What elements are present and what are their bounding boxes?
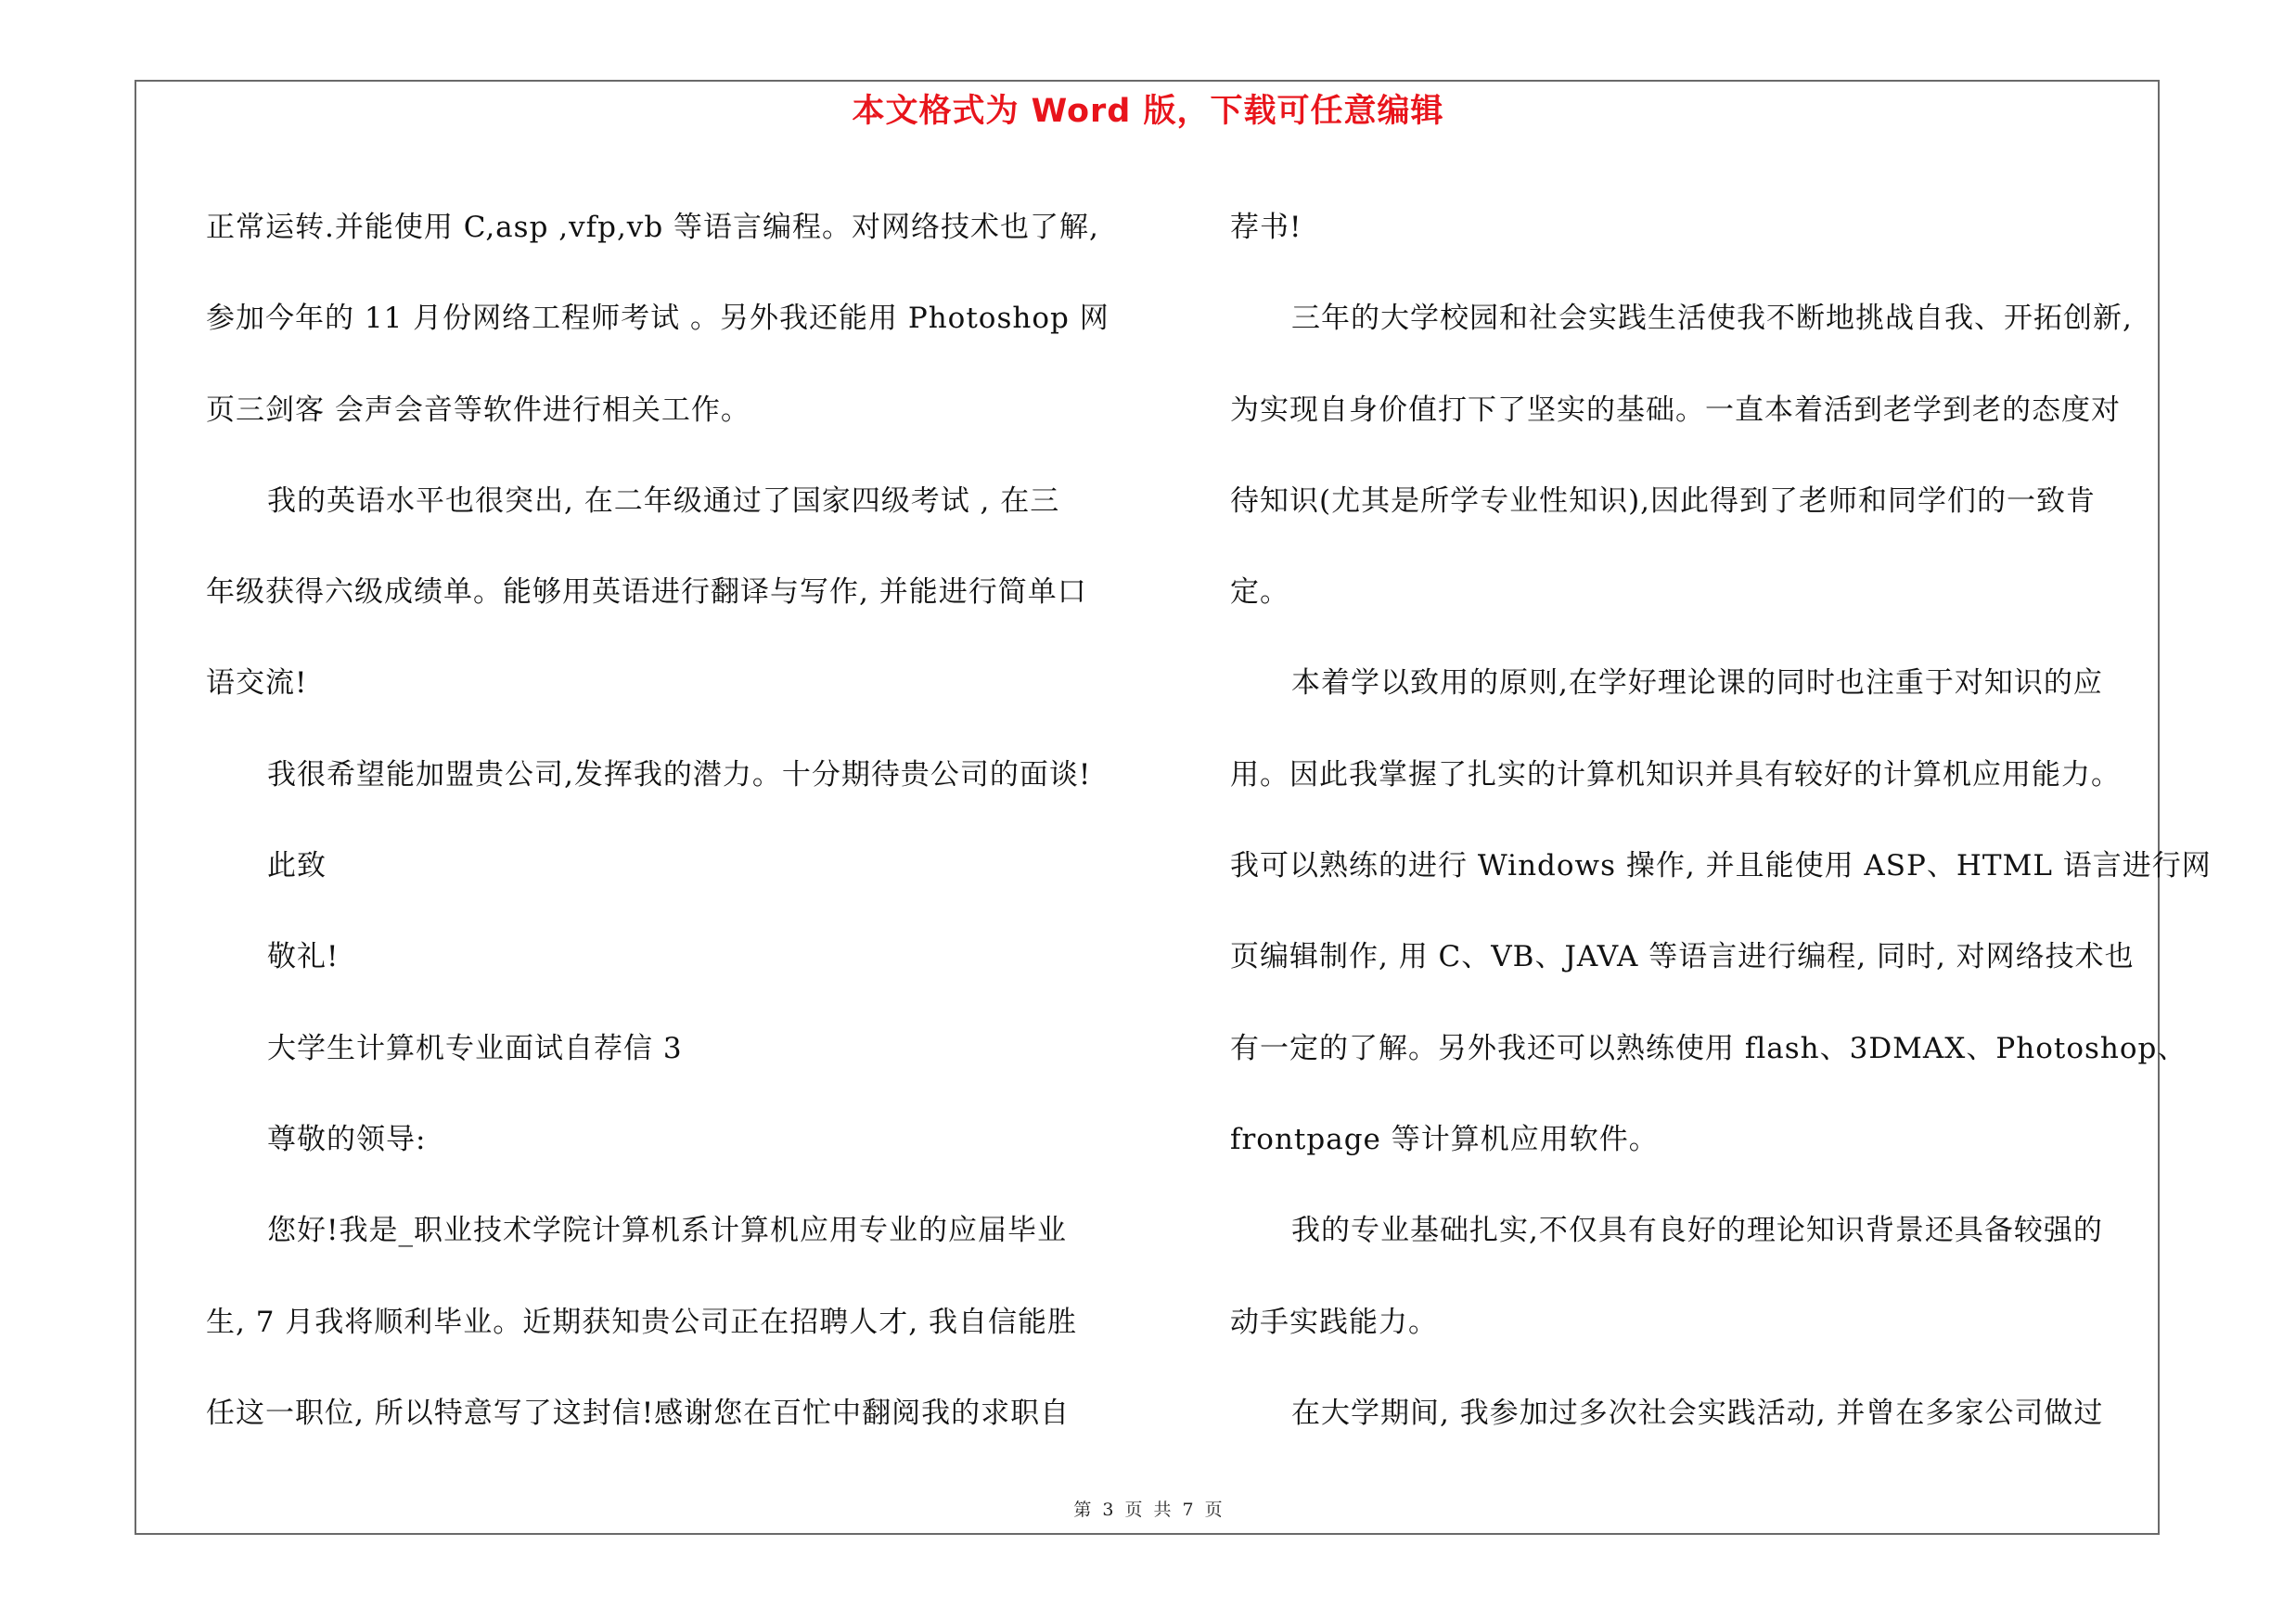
paragraph-line: 任这一职位, 所以特意写了这封信!感谢您在百忙中翻阅我的求职自 xyxy=(206,1396,1071,1430)
paragraph-line: 正常运转.并能使用 C,asp ,vfp,vb 等语言编程。对网络技术也了解, xyxy=(206,211,1099,244)
letter-greeting: 尊敬的领导: xyxy=(267,1122,427,1156)
paragraph-line: 生, 7 月我将顺利毕业。近期获知贵公司正在招聘人才, 我自信能胜 xyxy=(206,1305,1077,1339)
paragraph-line: 您好!我是_职业技术学院计算机系计算机应用专业的应届毕业 xyxy=(267,1214,1067,1248)
paragraph-line: 有一定的了解。另外我还可以熟练使用 flash、3DMAX、Photoshop、 xyxy=(1230,1031,2187,1065)
paragraph-line: 页三剑客 会声会音等软件进行相关工作。 xyxy=(206,393,750,427)
paragraph-line: 页编辑制作, 用 C、VB、JAVA 等语言进行编程, 同时, 对网络技术也 xyxy=(1230,940,2135,974)
paragraph-line: 本着学以致用的原则,在学好理论课的同时也注重于对知识的应 xyxy=(1291,666,2103,701)
section-title: 大学生计算机专业面试自荐信 3 xyxy=(267,1031,683,1065)
paragraph-line: 年级获得六级成绩单。能够用英语进行翻译与写作, 并能进行简单口 xyxy=(206,575,1087,610)
closing-salutation: 此致 xyxy=(267,849,327,883)
paragraph-line: 动手实践能力。 xyxy=(1230,1305,1438,1339)
paragraph-line: 荐书! xyxy=(1230,211,1302,244)
word-format-banner: 本文格式为 Word 版，下载可任意编辑 xyxy=(852,93,1444,130)
paragraph-line: 语交流! xyxy=(206,666,308,701)
paragraph-line: 我可以熟练的进行 Windows 操作, 并且能使用 ASP、HTML 语言进行网 xyxy=(1230,849,2212,883)
paragraph-line: 我的英语水平也很突出, 在二年级通过了国家四级考试 , 在三 xyxy=(267,483,1060,518)
paragraph-line: 在大学期间, 我参加过多次社会实践活动, 并曾在多家公司做过 xyxy=(1291,1396,2104,1430)
paragraph-line: 三年的大学校园和社会实践生活使我不断地挑战自我、开拓创新, xyxy=(1291,302,2133,336)
paragraph-line: 我很希望能加盟贵公司,发挥我的潜力。十分期待贵公司的面谈! xyxy=(267,757,1092,792)
left-text-column xyxy=(206,182,1143,1459)
paragraph-line: 用。因此我掌握了扎实的计算机知识并具有较好的计算机应用能力。 xyxy=(1230,757,2121,792)
paragraph-line: 待知识(尤其是所学专业性知识),因此得到了老师和同学们的一致肯 xyxy=(1230,483,2097,518)
paragraph-line: 为实现自身价值打下了坚实的基础。一直本着活到老学到老的态度对 xyxy=(1230,393,2121,427)
right-text-column xyxy=(1230,182,2212,1459)
paragraph-line: frontpage 等计算机应用软件。 xyxy=(1230,1122,1659,1156)
closing-regards: 敬礼! xyxy=(267,940,340,974)
paragraph-line: 我的专业基础扎实,不仅具有良好的理论知识背景还具备较强的 xyxy=(1291,1214,2103,1248)
paragraph-line: 参加今年的 11 月份网络工程师考试 。另外我还能用 Photoshop 网 xyxy=(206,302,1110,336)
page-number-footer: 第 3 页 共 7 页 xyxy=(1073,1500,1223,1520)
paragraph-line: 定。 xyxy=(1230,575,1289,610)
